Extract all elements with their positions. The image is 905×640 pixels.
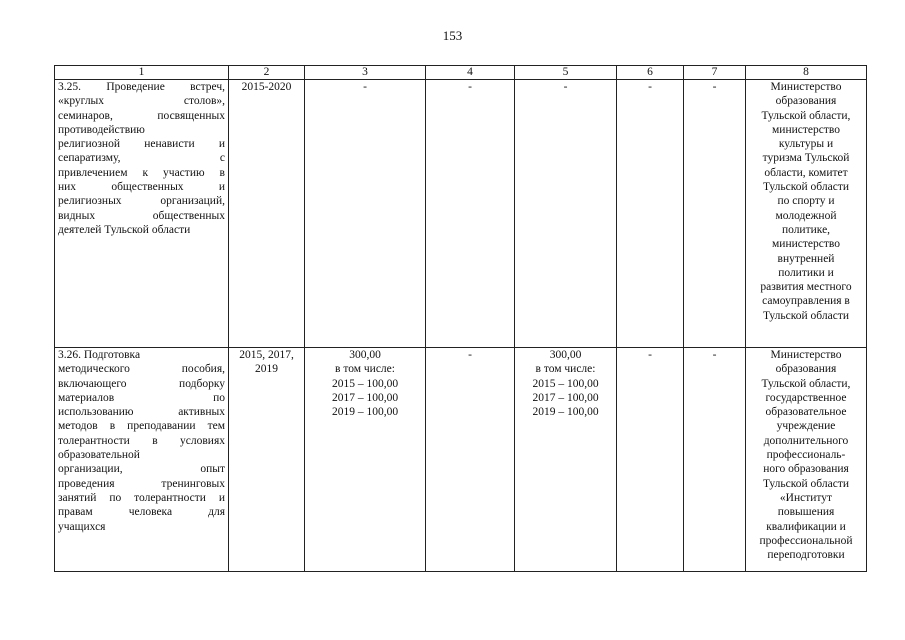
cell-line: политике, — [781, 223, 831, 236]
cell-line: министерство — [772, 123, 840, 136]
cell-line: - — [712, 81, 717, 93]
cell-line: материалов по — [58, 391, 225, 404]
federal-funding-cell — [426, 80, 515, 348]
cell-line: религиозных организаций, — [58, 195, 225, 208]
cell-line: 3.25. Проведение встреч, — [58, 81, 225, 93]
cell-line: 2015, 2017, — [239, 349, 294, 361]
cell-line: - — [712, 349, 717, 361]
cell-line: них общественных и — [58, 181, 225, 194]
cell-line: Тульской области, — [761, 377, 851, 390]
measure-name-cell — [55, 80, 229, 348]
cell-line: религиозной ненависти и — [58, 138, 225, 151]
cell-line: дополнительного — [763, 434, 849, 447]
executor-cell — [746, 348, 867, 572]
cell-line: государственное — [765, 391, 847, 404]
cell-line: Тульской области — [762, 477, 849, 490]
cell-line: Министерство — [770, 81, 842, 93]
cell-line: в том числе: — [535, 363, 596, 376]
cell-line: сепаратизму, с — [58, 152, 225, 165]
cell-line: 2019 – 100,00 — [532, 406, 599, 419]
other-funding-cell — [684, 348, 746, 572]
cell-line: по спорту и — [777, 195, 835, 208]
cell-line: 300,00 — [349, 349, 381, 361]
cell-line: квалификации и — [766, 520, 846, 533]
cell-line: 2017 – 100,00 — [532, 391, 599, 404]
cell-line: туризма Тульской — [762, 152, 850, 165]
federal-funding-cell — [426, 348, 515, 572]
page-number: 153 — [442, 28, 463, 43]
executor-cell — [746, 80, 867, 348]
regional-funding-cell — [515, 80, 617, 348]
cell-line: 2015 – 100,00 — [532, 377, 599, 390]
municipal-funding-cell — [617, 348, 684, 572]
cell-line: учреждение — [776, 420, 836, 433]
header-cell: 2 — [229, 66, 305, 80]
cell-line: 2015 – 100,00 — [331, 377, 399, 390]
municipal-funding-cell — [617, 80, 684, 348]
cell-line: профессиональ- — [766, 449, 846, 462]
cell-line: включающего подборку — [58, 377, 225, 390]
cell-line: культуры и — [778, 138, 834, 151]
period-cell — [229, 348, 305, 572]
cell-line: развития местного — [760, 281, 852, 294]
cell-line: министерство — [772, 238, 840, 251]
cell-line: «круглых столов», — [58, 95, 225, 108]
cell-line: - — [563, 81, 568, 93]
cell-line: методического пособия, — [58, 363, 225, 376]
cell-line: 300,00 — [549, 349, 582, 361]
cell-line: толерантности в условиях — [58, 434, 225, 447]
cell-line: правам человека для — [58, 506, 225, 519]
measure-name-cell — [55, 348, 229, 572]
cell-line: 2017 – 100,00 — [331, 391, 399, 404]
period-cell — [229, 80, 305, 348]
cell-line: 2019 — [255, 363, 278, 376]
cell-line: образования — [775, 95, 837, 108]
table-row — [55, 80, 867, 348]
cell-line: области, комитет — [764, 166, 848, 179]
header-cell: 5 — [515, 66, 617, 80]
header-row — [55, 66, 867, 80]
cell-line: использованию активных — [58, 406, 225, 419]
cell-line: самоуправления в — [762, 295, 850, 308]
cell-line: внутренней — [777, 252, 835, 265]
cell-line: - — [468, 81, 472, 93]
cell-line: образовательное — [765, 406, 847, 419]
cell-line: в том числе: — [335, 363, 395, 376]
table-row — [55, 348, 867, 572]
header-cell: 3 — [305, 66, 426, 80]
cell-line: - — [363, 81, 367, 93]
cell-line: проведения тренинговых — [58, 477, 225, 490]
cell-line: - — [468, 349, 472, 361]
cell-line: видных общественных — [58, 209, 225, 222]
header-cell: 1 — [55, 66, 229, 80]
cell-line: Тульской области — [762, 309, 849, 322]
total-funding-cell — [305, 80, 426, 348]
cell-line: - — [648, 349, 652, 361]
cell-line: Министерство — [770, 349, 842, 361]
cell-line: Тульской области — [762, 181, 849, 194]
other-funding-cell — [684, 80, 746, 348]
cell-line: образования — [775, 363, 837, 376]
cell-line: 3.26. Подготовка — [58, 349, 141, 361]
cell-line: «Институт — [779, 491, 833, 504]
cell-line: семинаров, посвященных — [58, 109, 225, 122]
program-table — [54, 65, 867, 572]
cell-line: образовательной — [58, 449, 140, 462]
header-cell: 8 — [746, 66, 867, 80]
cell-line: 2019 – 100,00 — [331, 406, 399, 419]
cell-line: учащихся — [58, 520, 106, 533]
cell-line: противодействию — [58, 123, 145, 136]
cell-line: привлечением к участию в — [58, 166, 225, 179]
cell-line: 2015-2020 — [241, 81, 292, 93]
cell-line: политики и — [778, 266, 834, 279]
cell-line: повышения — [777, 506, 835, 519]
total-funding-cell — [305, 348, 426, 572]
cell-line: профессиональной — [759, 534, 853, 547]
header-cell: 4 — [426, 66, 515, 80]
cell-line: деятелей Тульской области — [58, 223, 191, 236]
cell-line: ного образования — [763, 463, 849, 476]
regional-funding-cell — [515, 348, 617, 572]
cell-line: - — [648, 81, 652, 93]
cell-line: занятий по толерантности и — [58, 491, 225, 504]
header-cell: 7 — [684, 66, 746, 80]
cell-line: организации, опыт — [58, 463, 225, 476]
cell-line: молодежной — [775, 209, 837, 222]
cell-line: методов в преподавании тем — [58, 420, 225, 433]
header-cell: 6 — [617, 66, 684, 80]
cell-line: переподготовки — [767, 549, 845, 562]
cell-line: Тульской области, — [761, 109, 851, 122]
